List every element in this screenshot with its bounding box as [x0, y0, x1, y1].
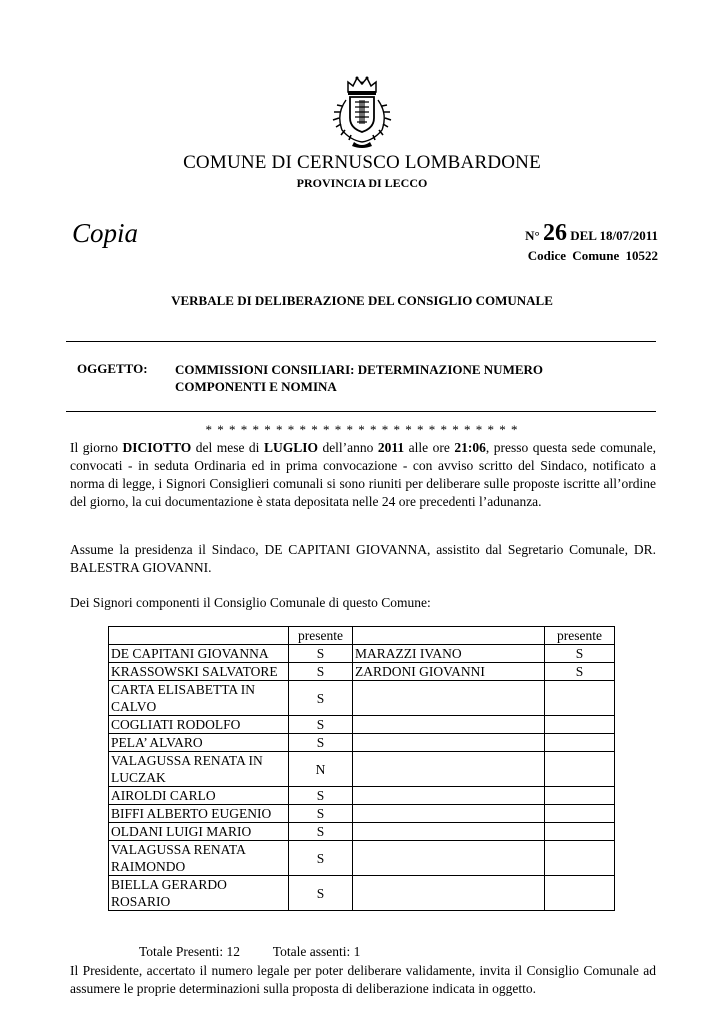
member-presence — [545, 681, 615, 716]
member-presence: S — [289, 805, 353, 823]
member-name: COGLIATI RODOLFO — [109, 716, 289, 734]
municipality-code: Codice Comune 10522 — [527, 248, 658, 263]
member-presence — [545, 787, 615, 805]
deliberation-number — [525, 220, 658, 247]
presente-header: presente — [289, 627, 353, 645]
member-name — [353, 805, 545, 823]
municipality-title: COMUNE DI CERNUSCO LOMBARDONE — [183, 152, 541, 173]
member-presence: S — [545, 645, 615, 663]
table-row — [109, 876, 615, 911]
closing-paragraph: Il Presidente, accertato il numero legale per poter deliberare validamente, invita il Consiglio Comunale ad assumere le proprie determinazioni sulla proposta di deliberazione indicata in oggetto. — [70, 963, 656, 996]
table-row — [109, 716, 615, 734]
table-row — [109, 681, 615, 716]
intro-t2: del mese di — [191, 440, 264, 455]
intro-day: DICIOTTO — [122, 440, 192, 455]
table-row — [109, 752, 615, 787]
subject-line-2: COMPONENTI E NOMINA — [175, 379, 337, 394]
member-presence — [545, 805, 615, 823]
member-presence: S — [289, 716, 353, 734]
member-name — [353, 841, 545, 876]
presidency-paragraph: Assume la presidenza il Sindaco, DE CAPITANI GIOVANNA, assistito dal Segretario Comunale, DR. BALESTRA GIOVANNI. — [70, 542, 656, 575]
member-name: KRASSOWSKI SALVATORE — [109, 663, 289, 681]
presente-header: presente — [545, 627, 615, 645]
member-name: CARTA ELISABETTA IN CALVO — [109, 681, 289, 716]
member-name: VALAGUSSA RENATA RAIMONDO — [109, 841, 289, 876]
member-presence — [545, 823, 615, 841]
subject-line-1: COMMISSIONI CONSILIARI: DETERMINAZIONE NUMERO — [175, 362, 544, 377]
member-name: PELA’ ALVARO — [109, 734, 289, 752]
table-row — [109, 734, 615, 752]
member-presence — [545, 841, 615, 876]
table-header-row — [109, 627, 615, 645]
intro-t3: dell’anno — [317, 440, 378, 455]
municipal-crest-icon — [326, 74, 398, 150]
member-name — [353, 876, 545, 911]
table-row — [109, 823, 615, 841]
member-name: MARAZZI IVANO — [353, 645, 545, 663]
members-intro: Dei Signori componenti il Consiglio Comunale di questo Comune: — [70, 595, 431, 610]
subject-label: OGGETTO: — [77, 361, 148, 376]
member-name: ZARDONI GIOVANNI — [353, 663, 545, 681]
member-presence: S — [289, 823, 353, 841]
table-cell — [353, 627, 545, 645]
member-presence: S — [289, 787, 353, 805]
member-name: DE CAPITANI GIOVANNA — [109, 645, 289, 663]
table-row — [109, 841, 615, 876]
member-name: OLDANI LUIGI MARIO — [109, 823, 289, 841]
member-name — [353, 716, 545, 734]
province-subtitle: PROVINCIA DI LECCO — [296, 176, 428, 190]
member-presence: S — [289, 645, 353, 663]
number-value: 26 — [542, 220, 567, 246]
member-name: VALAGUSSA RENATA IN LUCZAK — [109, 752, 289, 787]
subject-text — [175, 361, 615, 395]
member-presence: S — [289, 734, 353, 752]
intro-t4: alle ore — [404, 440, 455, 455]
intro-t1: Il giorno — [70, 440, 123, 455]
member-presence: S — [545, 663, 615, 681]
member-presence: S — [289, 841, 353, 876]
member-name: BIFFI ALBERTO EUGENIO — [109, 805, 289, 823]
member-presence — [545, 734, 615, 752]
intro-year: 2011 — [377, 440, 405, 455]
table-row — [109, 663, 615, 681]
total-absent: Totale assenti: 1 — [272, 944, 361, 959]
member-presence: S — [289, 876, 353, 911]
member-presence — [545, 716, 615, 734]
copy-label: Copia — [72, 218, 139, 248]
total-present: Totale Presenti: 12 — [139, 944, 241, 959]
intro-paragraph — [70, 439, 656, 511]
table-row — [109, 805, 615, 823]
attendance-totals — [139, 944, 360, 960]
divider-bottom — [66, 411, 656, 412]
intro-time: 21:06 — [454, 440, 486, 455]
table-cell — [109, 627, 289, 645]
attendance-table — [108, 626, 615, 911]
member-name — [353, 823, 545, 841]
intro-month: LUGLIO — [263, 440, 318, 455]
member-name — [353, 787, 545, 805]
member-name — [353, 752, 545, 787]
member-name: AIROLDI CARLO — [109, 787, 289, 805]
member-presence — [545, 876, 615, 911]
table-row — [109, 787, 615, 805]
table-row — [109, 645, 615, 663]
member-name — [353, 734, 545, 752]
member-name — [353, 681, 545, 716]
number-prefix: N° — [525, 228, 540, 243]
member-presence: S — [289, 681, 353, 716]
member-name: BIELLA GERARDO ROSARIO — [109, 876, 289, 911]
member-presence: S — [289, 663, 353, 681]
document-heading: VERBALE DI DELIBERAZIONE DEL CONSIGLIO COMUNALE — [171, 293, 553, 308]
deliberation-date: DEL 18/07/2011 — [570, 228, 658, 243]
separator-stars: * * * * * * * * * * * * * * * * * * * * * * * * * * * — [205, 422, 519, 437]
member-presence — [545, 752, 615, 787]
intro-t5: , presso questa sede comunale, convocati - in seduta Ordinaria ed in prima convocazione - con avviso scritto del Sindaco, notificato a norma di legge, i Signori Consiglieri comunali si sono riuniti per deliberare sulle proposte iscritte all’ordine del giorno, la cui documentazione è stata depositata nelle 24 ore precedenti l’adunanza. — [70, 440, 656, 509]
divider-top — [66, 341, 656, 342]
member-presence: N — [289, 752, 353, 787]
